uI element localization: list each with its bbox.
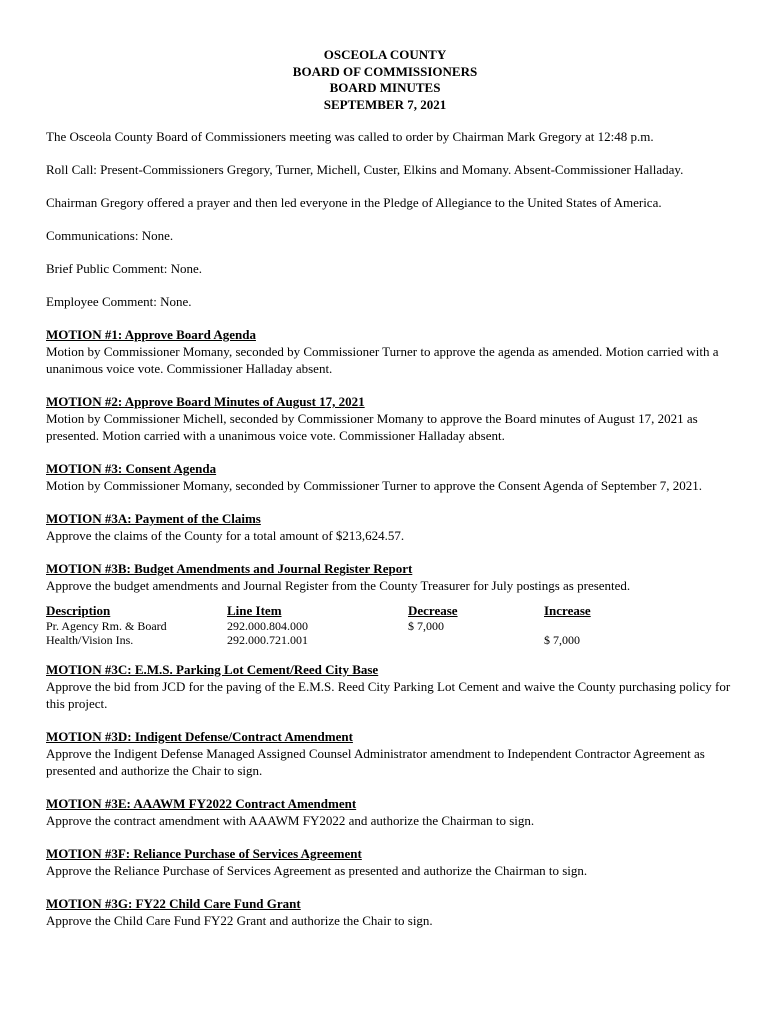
motion-3 <box>46 460 731 494</box>
column-header-line-item: Line Item <box>227 603 282 618</box>
cell-decrease: $ 7,000 <box>408 619 444 633</box>
motion-text: Motion by Commissioner Michell, seconded by Commissioner Momany to approve the Board minutes of August 17, 2021 as presented. Motion carried with a unanimous voice vote. Commissioner Halladay absent. <box>46 411 698 443</box>
motion-1 <box>46 326 731 377</box>
motion-title: MOTION #3F: Reliance Purchase of Services Agreement <box>46 846 362 861</box>
motion-text: Approve the Reliance Purchase of Services Agreement as presented and authorize the Chairman to sign. <box>46 863 588 878</box>
motion-text: Motion by Commissioner Momany, seconded by Commissioner Turner to approve the Consent Agenda of September 7, 2021. <box>46 478 702 493</box>
employee-comment-paragraph: Employee Comment: None. <box>46 294 192 309</box>
communications-paragraph: Communications: None. <box>46 228 174 243</box>
motion-title: MOTION #3E: AAAWM FY2022 Contract Amendment <box>46 796 357 811</box>
motion-2 <box>46 393 731 444</box>
cell-line-item: 292.000.804.000 <box>227 619 308 633</box>
budget-amendment-table <box>46 602 664 647</box>
motion-title: MOTION #2: Approve Board Minutes of August 17, 2021 <box>46 394 365 409</box>
motion-text: Approve the budget amendments and Journal Register from the County Treasurer for July postings as presented. <box>46 578 631 593</box>
table-row <box>46 633 664 647</box>
document-body <box>46 128 731 945</box>
motion-title: MOTION #3B: Budget Amendments and Journal Register Report <box>46 561 413 576</box>
cell-increase: $ 7,000 <box>544 633 580 647</box>
motion-title: MOTION #1: Approve Board Agenda <box>46 327 256 342</box>
motion-text: Approve the bid from JCD for the paving of the E.M.S. Reed City Parking Lot Cement and waive the County purchasing policy for this project. <box>46 679 731 711</box>
cell-description: Health/Vision Ins. <box>46 633 134 647</box>
motion-3b <box>46 560 731 594</box>
header-minutes: BOARD MINUTES <box>329 80 441 95</box>
prayer-paragraph: Chairman Gregory offered a prayer and then led everyone in the Pledge of Allegiance to the United States of America. <box>46 195 662 210</box>
table-row <box>46 619 664 633</box>
motion-title: MOTION #3D: Indigent Defense/Contract Amendment <box>46 729 353 744</box>
table-header-row <box>46 602 664 619</box>
cell-description: Pr. Agency Rm. & Board <box>46 619 167 633</box>
motion-3d <box>46 728 731 779</box>
motion-3f <box>46 845 731 879</box>
header-county: OSCEOLA COUNTY <box>323 47 447 62</box>
motion-3g <box>46 895 731 929</box>
column-header-decrease: Decrease <box>408 603 458 618</box>
column-header-description: Description <box>46 603 111 618</box>
motion-text: Approve the Indigent Defense Managed Assigned Counsel Administrator amendment to Independent Contractor Agreement as presented and authorize the Chair to sign. <box>46 746 705 778</box>
motion-title: MOTION #3: Consent Agenda <box>46 461 217 476</box>
header-board: BOARD OF COMMISSIONERS <box>292 63 478 79</box>
public-comment-paragraph: Brief Public Comment: None. <box>46 261 202 276</box>
document-header <box>0 47 770 113</box>
motion-3c <box>46 661 731 712</box>
cell-line-item: 292.000.721.001 <box>227 633 308 647</box>
motion-title: MOTION #3A: Payment of the Claims <box>46 511 261 526</box>
motion-title: MOTION #3C: E.M.S. Parking Lot Cement/Reed City Base <box>46 662 379 677</box>
motion-text: Approve the contract amendment with AAAWM FY2022 and authorize the Chairman to sign. <box>46 813 535 828</box>
roll-call-paragraph: Roll Call: Present-Commissioners Gregory, Turner, Michell, Custer, Elkins and Momany. Absent-Commissioner Halladay. <box>46 162 684 177</box>
header-date: SEPTEMBER 7, 2021 <box>323 96 447 112</box>
motion-3e <box>46 795 731 829</box>
motion-3a <box>46 510 731 544</box>
motion-text: Approve the claims of the County for a total amount of $213,624.57. <box>46 528 405 543</box>
cell-decrease <box>408 633 544 647</box>
cell-increase <box>544 619 664 633</box>
call-to-order-paragraph: The Osceola County Board of Commissioners meeting was called to order by Chairman Mark Gregory at 12:48 p.m. <box>46 129 654 144</box>
column-header-increase: Increase <box>544 603 591 618</box>
motion-title: MOTION #3G: FY22 Child Care Fund Grant <box>46 896 301 911</box>
motion-text: Approve the Child Care Fund FY22 Grant and authorize the Chair to sign. <box>46 913 433 928</box>
motion-text: Motion by Commissioner Momany, seconded by Commissioner Turner to approve the agenda as amended. Motion carried with a unanimous voice vote. Commissioner Halladay absent. <box>46 344 719 376</box>
